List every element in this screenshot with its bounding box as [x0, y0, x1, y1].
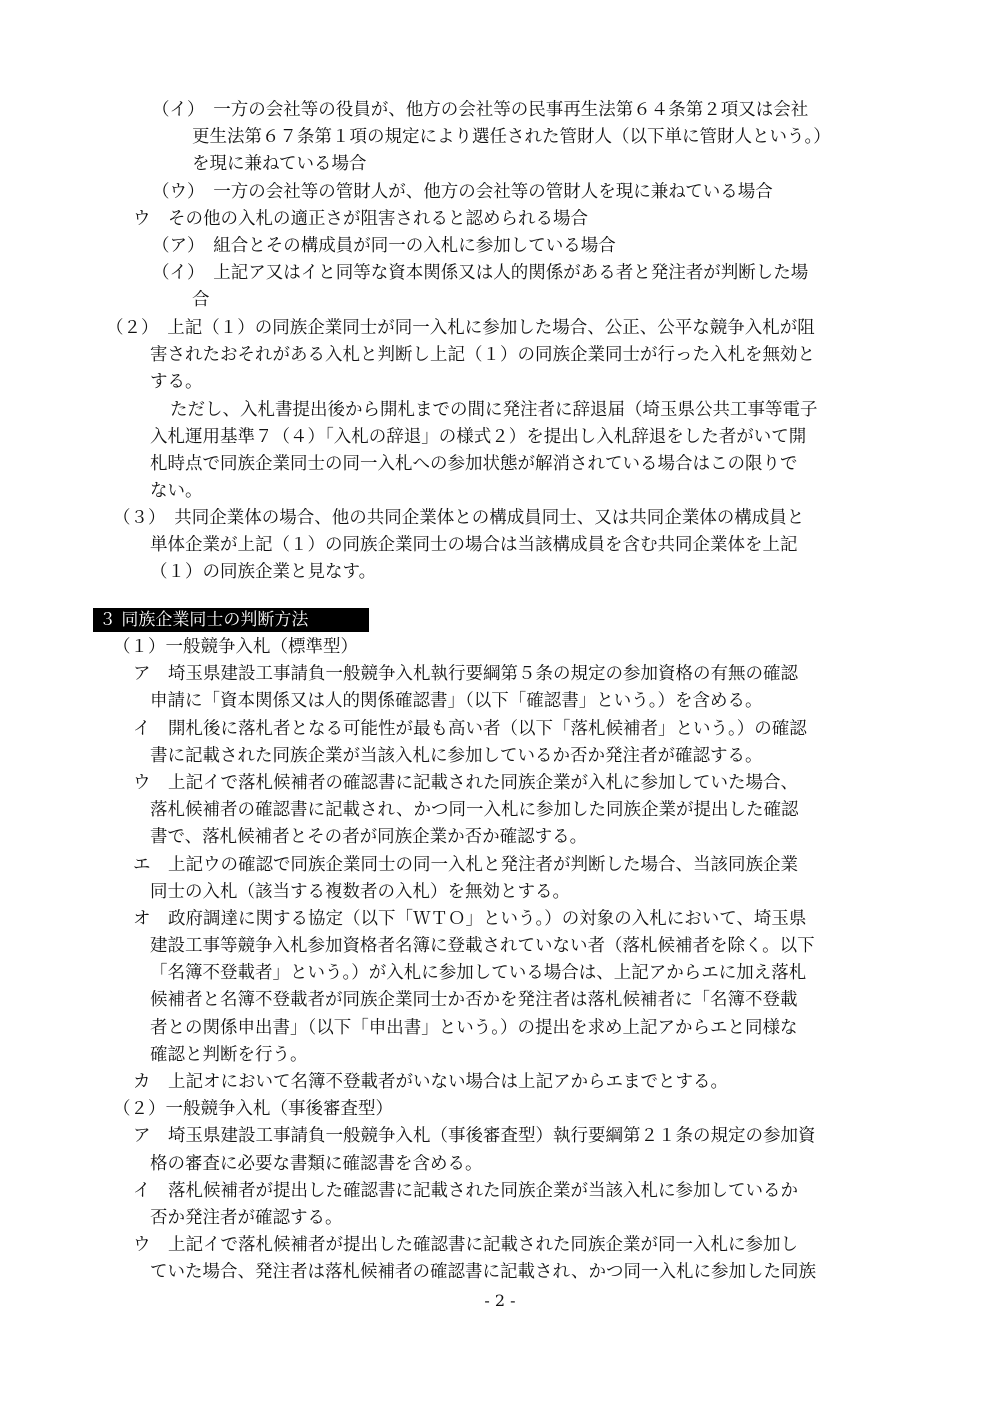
- text-line: （イ） 上記ア又はイと同等な資本関係又は人的関係がある者と発注者が判断した場: [152, 263, 809, 283]
- text-line: ア 埼玉県建設工事請負一般競争入札執行要綱第５条の規定の参加資格の有無の確認: [133, 664, 798, 684]
- text-line: 申請に「資本関係又は人的関係確認書」（以下「確認書」という。）を含める。: [150, 691, 763, 711]
- section-heading: ３ 同族企業同士の判断方法: [93, 608, 369, 632]
- text-line: ない。: [150, 481, 203, 501]
- text-line: オ 政府調達に関する協定（以下「ＷＴＯ」という。）の対象の入札において、埼玉県: [133, 909, 807, 929]
- text-line: （３） 共同企業体の場合、他の共同企業体との構成員同士、又は共同企業体の構成員と: [113, 508, 805, 528]
- text-line: 者との関係申出書」（以下「申出書」という。）の提出を求め上記アからエと同様な: [150, 1018, 798, 1038]
- text-line: ていた場合、発注者は落札候補者の確認書に記載され、かつ同一入札に参加した同族: [150, 1262, 817, 1282]
- text-line: ウ 上記イで落札候補者が提出した確認書に記載された同族企業が同一入札に参加し: [133, 1235, 798, 1255]
- text-line: 書で、落札候補者とその者が同族企業か否か確認する。: [150, 827, 588, 847]
- text-line: 「名簿不登載者」という。）が入札に参加している場合は、上記アからエに加え落札: [150, 963, 807, 983]
- text-line: （ア） 組合とその構成員が同一の入札に参加している場合: [152, 236, 616, 256]
- text-line: ただし、入札書提出後から開札までの間に発注者に辞退届（埼玉県公共工事等電子: [170, 400, 818, 420]
- text-line: 更生法第６７条第１項の規定により選任された管財人（以下単に管財人という。）: [192, 127, 831, 147]
- text-line: （イ） 一方の会社等の役員が、他方の会社等の民事再生法第６４条第２項又は会社: [152, 100, 809, 120]
- text-line: 入札運用基準７（４）「入札の辞退」の様式２）を提出し入札辞退をした者がいて開: [150, 427, 807, 447]
- text-line: （ウ） 一方の会社等の管財人が、他方の会社等の管財人を現に兼ねている場合: [152, 182, 773, 202]
- text-line: （１）一般競争入札（標準型）: [113, 637, 358, 657]
- text-line: 害されたおそれがある入札と判断し上記（１）の同族企業同士が行った入札を無効と: [150, 345, 815, 365]
- text-line: 確認と判断を行う。: [150, 1045, 308, 1065]
- text-line: 同士の入札（該当する複数者の入札）を無効とする。: [150, 882, 570, 902]
- text-line: 格の審査に必要な書類に確認書を含める。: [150, 1154, 483, 1174]
- text-line: （１）の同族企業と見なす。: [150, 562, 377, 582]
- page-number: - 2 -: [484, 1291, 516, 1310]
- text-line: エ 上記ウの確認で同族企業同士の同一入札と発注者が判断した場合、当該同族企業: [133, 855, 798, 875]
- text-line: 落札候補者の確認書に記載され、かつ同一入札に参加した同族企業が提出した確認: [150, 800, 799, 820]
- text-line: 札時点で同族企業同士の同一入札への参加状態が解消されている場合はこの限りで: [150, 454, 798, 474]
- text-line: 合: [192, 290, 210, 310]
- text-line: カ 上記オにおいて名簿不登載者がいない場合は上記アからエまでとする。: [133, 1072, 728, 1092]
- text-line: 候補者と名簿不登載者が同族企業同士か否かを発注者は落札候補者に「名簿不登載: [150, 990, 798, 1010]
- text-line: （２）一般競争入札（事後審査型）: [113, 1099, 393, 1119]
- text-line: 建設工事等競争入札参加資格者名簿に登載されていない者（落札候補者を除く。以下: [150, 936, 815, 956]
- text-line: する。: [150, 372, 203, 392]
- text-line: イ 開札後に落札者となる可能性が最も高い者（以下「落札候補者」という。）の確認: [133, 719, 807, 739]
- text-line: イ 落札候補者が提出した確認書に記載された同族企業が当該入札に参加しているか: [133, 1181, 798, 1201]
- text-line: 書に記載された同族企業が当該入札に参加しているか否か発注者が確認する。: [150, 746, 763, 766]
- text-line: ア 埼玉県建設工事請負一般競争入札（事後審査型）執行要綱第２１条の規定の参加資: [133, 1126, 816, 1146]
- text-line: を現に兼ねている場合: [192, 154, 367, 174]
- text-line: ウ 上記イで落札候補者の確認書に記載された同族企業が入札に参加していた場合、: [133, 773, 798, 793]
- text-line: ウ その他の入札の適正さが阻害されると認められる場合: [133, 209, 588, 229]
- text-line: （２） 上記（１）の同族企業同士が同一入札に参加した場合、公正、公平な競争入札が阻: [106, 318, 815, 338]
- text-line: 否か発注者が確認する。: [150, 1208, 343, 1228]
- text-line: 単体企業が上記（１）の同族企業同士の場合は当該構成員を含む共同企業体を上記: [150, 535, 798, 555]
